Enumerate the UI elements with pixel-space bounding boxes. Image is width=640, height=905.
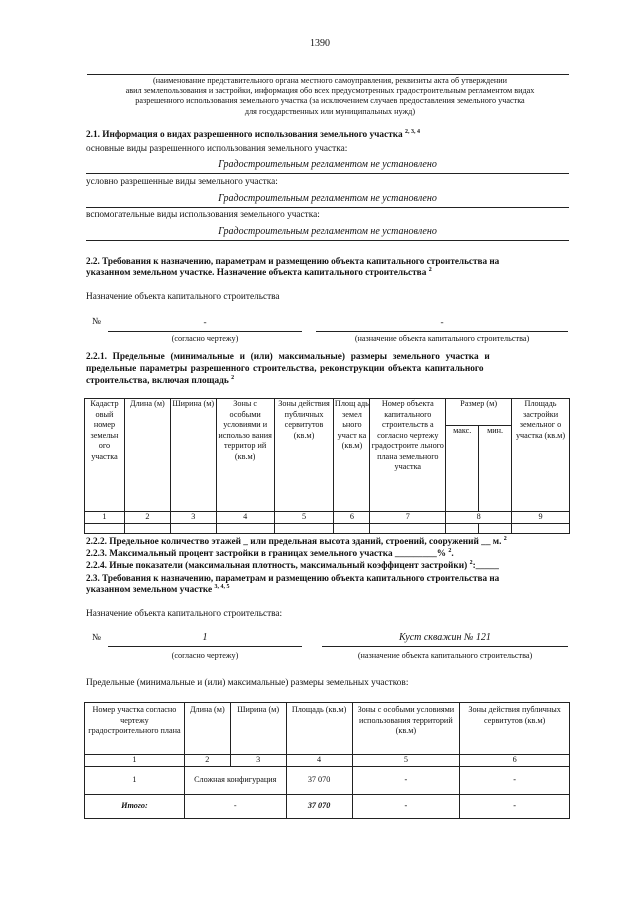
auxiliary-uses-label: вспомогательные виды использования земельного участка: — [86, 210, 320, 220]
section-2-2-3-text: 2.2.3. Максимальный процент застройки в границах земельного участка _________% — [86, 549, 447, 559]
header-special-zones: Зоны с особыми условиями использования территорий (кв.м) — [352, 703, 460, 755]
table-total-row — [85, 794, 570, 818]
table-cell — [370, 523, 446, 533]
column-number: 3 — [230, 755, 286, 767]
header-length: Длина (м) — [184, 703, 230, 755]
column-number: 4 — [216, 512, 274, 524]
footnote-ref: 2, 3, 4 — [404, 128, 420, 135]
table-row — [85, 766, 570, 794]
column-number: 2 — [124, 512, 170, 524]
purpose-label: Назначение объекта капитального строительства — [86, 292, 280, 302]
section-2-2-4-text: 2.2.4. Иные показатели (максимальная плотность, максимальный коэффицент застройки) — [86, 561, 468, 571]
object-number-value: - — [203, 318, 207, 328]
org-note-line: для государственных или муниципальных нужд) — [244, 106, 416, 116]
header-object-number: Номер объекта капитального строительств а согласно чертежу градостроите льного плана земельного участка — [370, 399, 446, 512]
table-row — [85, 523, 570, 533]
column-number: 8 — [446, 512, 512, 524]
header-public-easement-zones: Зоны действия публичных сервитутов (кв.м) — [460, 703, 570, 755]
header-size-max: макс. — [446, 426, 479, 512]
section-2-2-2-text: 2.2.2. Предельное количество этажей _ или предельная высота зданий, строений, сооружений __ м. — [86, 537, 502, 547]
main-uses-label: основные виды разрешенного использования земельного участка: — [86, 144, 348, 154]
object-number-value: 1 — [202, 632, 208, 643]
header-special-zones: Зоны с особыми условиями и использо вания территор ий (кв.м) — [216, 399, 274, 512]
caption-object-purpose: (назначение объекта капитального строительства) — [357, 651, 533, 660]
section-2-2-heading-text: указанном земельном участке. Назначение объекта капитального строительства — [86, 268, 427, 278]
total-special-zones: - — [352, 794, 460, 818]
footnote-ref: 2 — [448, 547, 452, 554]
column-number: 1 — [85, 512, 125, 524]
purpose-label: Назначение объекта капитального строительства: — [86, 609, 283, 619]
section-2-1-heading — [86, 130, 420, 141]
plot-dimensions: Сложная конфигурация — [184, 766, 286, 794]
column-number-row — [85, 512, 570, 524]
header-length: Длина (м) — [124, 399, 170, 512]
main-uses-value: Градостроительным регламентом не установлено — [218, 159, 437, 170]
underline — [316, 331, 568, 332]
column-number: 6 — [334, 512, 370, 524]
section-2-2-2 — [86, 537, 507, 548]
underline — [322, 646, 568, 647]
table-cell — [512, 523, 570, 533]
plot-dimensions-table — [84, 702, 570, 819]
caption-per-drawing: (согласно чертежу) — [171, 651, 239, 660]
header-width: Ширина (м) — [230, 703, 286, 755]
section-2-3-line1: 2.3. Требования к назначению, параметрам и размещению объекта капитального строительства на — [86, 573, 500, 583]
number-sign: № — [92, 317, 101, 327]
footnote-ref: 2 — [428, 266, 432, 273]
table-cell — [124, 523, 170, 533]
section-2-2-1-line3-text: строительства, включая площадь — [86, 376, 229, 386]
footnote-ref: 2 — [503, 535, 507, 542]
section-2-2-3: 2.2.3. Максимальный процент застройки в границах земельного участка _________% $^2$. — [86, 547, 454, 559]
table-cell — [85, 523, 125, 533]
column-number: 4 — [286, 755, 352, 767]
plot-special-zones: - — [352, 766, 460, 794]
column-number: 6 — [460, 755, 570, 767]
section-2-3-line2 — [86, 585, 230, 596]
column-number: 3 — [170, 512, 216, 524]
column-number: 1 — [85, 755, 185, 767]
footnote-ref: 3, 4, 5 — [214, 583, 230, 590]
footnote-ref: 2 — [469, 559, 473, 566]
section-2-2-1-line3 — [86, 376, 234, 387]
section-2-3-line2-text: указанном земельном участке — [86, 585, 213, 595]
table-cell — [334, 523, 370, 533]
column-number: 5 — [274, 512, 334, 524]
table-cell — [479, 523, 512, 533]
org-note-line: авил землепользования и застройки, информация обо всех предусмотренных градостроительным регламентом видах — [125, 86, 535, 96]
section-2-2-1-line2: предельные параметры разрешенного строительства, реконструкции объекта капитального — [86, 364, 484, 374]
plot-public-zones: - — [460, 766, 570, 794]
header-area: Площадь (кв.м) — [286, 703, 352, 755]
table-cell — [216, 523, 274, 533]
plot-limits-label: Предельные (минимальные и (или) максимальные) размеры земельных участков: — [86, 678, 409, 688]
org-note-line: разрешенного использования земельного участка (за исключением случаев предоставления земельного участка — [135, 96, 525, 106]
number-sign: № — [92, 633, 101, 643]
page-number: 1390 — [310, 38, 330, 49]
table-cell — [170, 523, 216, 533]
section-2-2-heading-line2 — [86, 268, 432, 279]
auxiliary-uses-value: Градостроительным регламентом не установлено — [218, 226, 437, 237]
caption-per-drawing: (согласно чертежу) — [171, 334, 239, 343]
divider — [86, 207, 569, 208]
footnote-ref: 2 — [231, 374, 235, 381]
plot-number: 1 — [85, 766, 185, 794]
column-number: 7 — [370, 512, 446, 524]
conditional-uses-value: Градостроительным регламентом не установлено — [218, 193, 437, 204]
total-label: Итого: — [85, 794, 185, 818]
header-cadastral-number: Кадастр овый номер земельн ого участка — [85, 399, 125, 512]
section-2-2-4 — [86, 561, 499, 572]
column-number: 5 — [352, 755, 460, 767]
header-size: Размер (м) — [446, 399, 512, 426]
header-size-min: мин. — [479, 426, 512, 512]
section-2-2-heading-line1: 2.2. Требования к назначению, параметрам и размещению объекта капитального строительства на — [86, 256, 500, 266]
section-2-1-heading-text: 2.1. Информация о видах разрешенного использования земельного участка — [86, 130, 403, 140]
org-note-line: (наименование представительного органа местного самоуправления, реквизиты акта об утверждении — [153, 76, 507, 85]
table-cell — [446, 523, 479, 533]
conditional-uses-label: условно разрешенные виды земельного участка: — [86, 177, 278, 187]
building-parameters-table — [84, 398, 570, 534]
column-number-row — [85, 755, 570, 767]
column-number: 2 — [184, 755, 230, 767]
object-name-value: Куст скважин № 121 — [399, 632, 491, 643]
underline — [108, 331, 302, 332]
header-public-easement-zones: Зоны действия публичных сервитутов (кв.м) — [274, 399, 334, 512]
header-plot-number: Номер участка согласно чертежу градостроительного плана — [85, 703, 185, 755]
caption-object-purpose: (назначение объекта капитального строительства) — [354, 334, 530, 343]
org-note — [60, 76, 600, 117]
org-name-line — [87, 74, 569, 75]
section-2-2-4-tail: :_____ — [472, 561, 499, 571]
divider — [86, 240, 569, 241]
total-dimensions: - — [184, 794, 286, 818]
object-name-value: - — [440, 318, 444, 328]
underline — [108, 646, 302, 647]
header-width: Ширина (м) — [170, 399, 216, 512]
total-public-zones: - — [460, 794, 570, 818]
total-area: 37 070 — [286, 794, 352, 818]
section-2-2-1-line1: 2.2.1. Предельные (минимальные и (или) максимальные) размеры земельного участка и — [86, 352, 490, 362]
table-cell — [274, 523, 334, 533]
plot-area: 37 070 — [286, 766, 352, 794]
divider — [86, 173, 569, 174]
header-building-area: Площадь застройки земельног о участка (кв.м) — [512, 399, 570, 512]
column-number: 9 — [512, 512, 570, 524]
header-plot-area: Площ адь земел ьного участ ка (кв.м) — [334, 399, 370, 512]
